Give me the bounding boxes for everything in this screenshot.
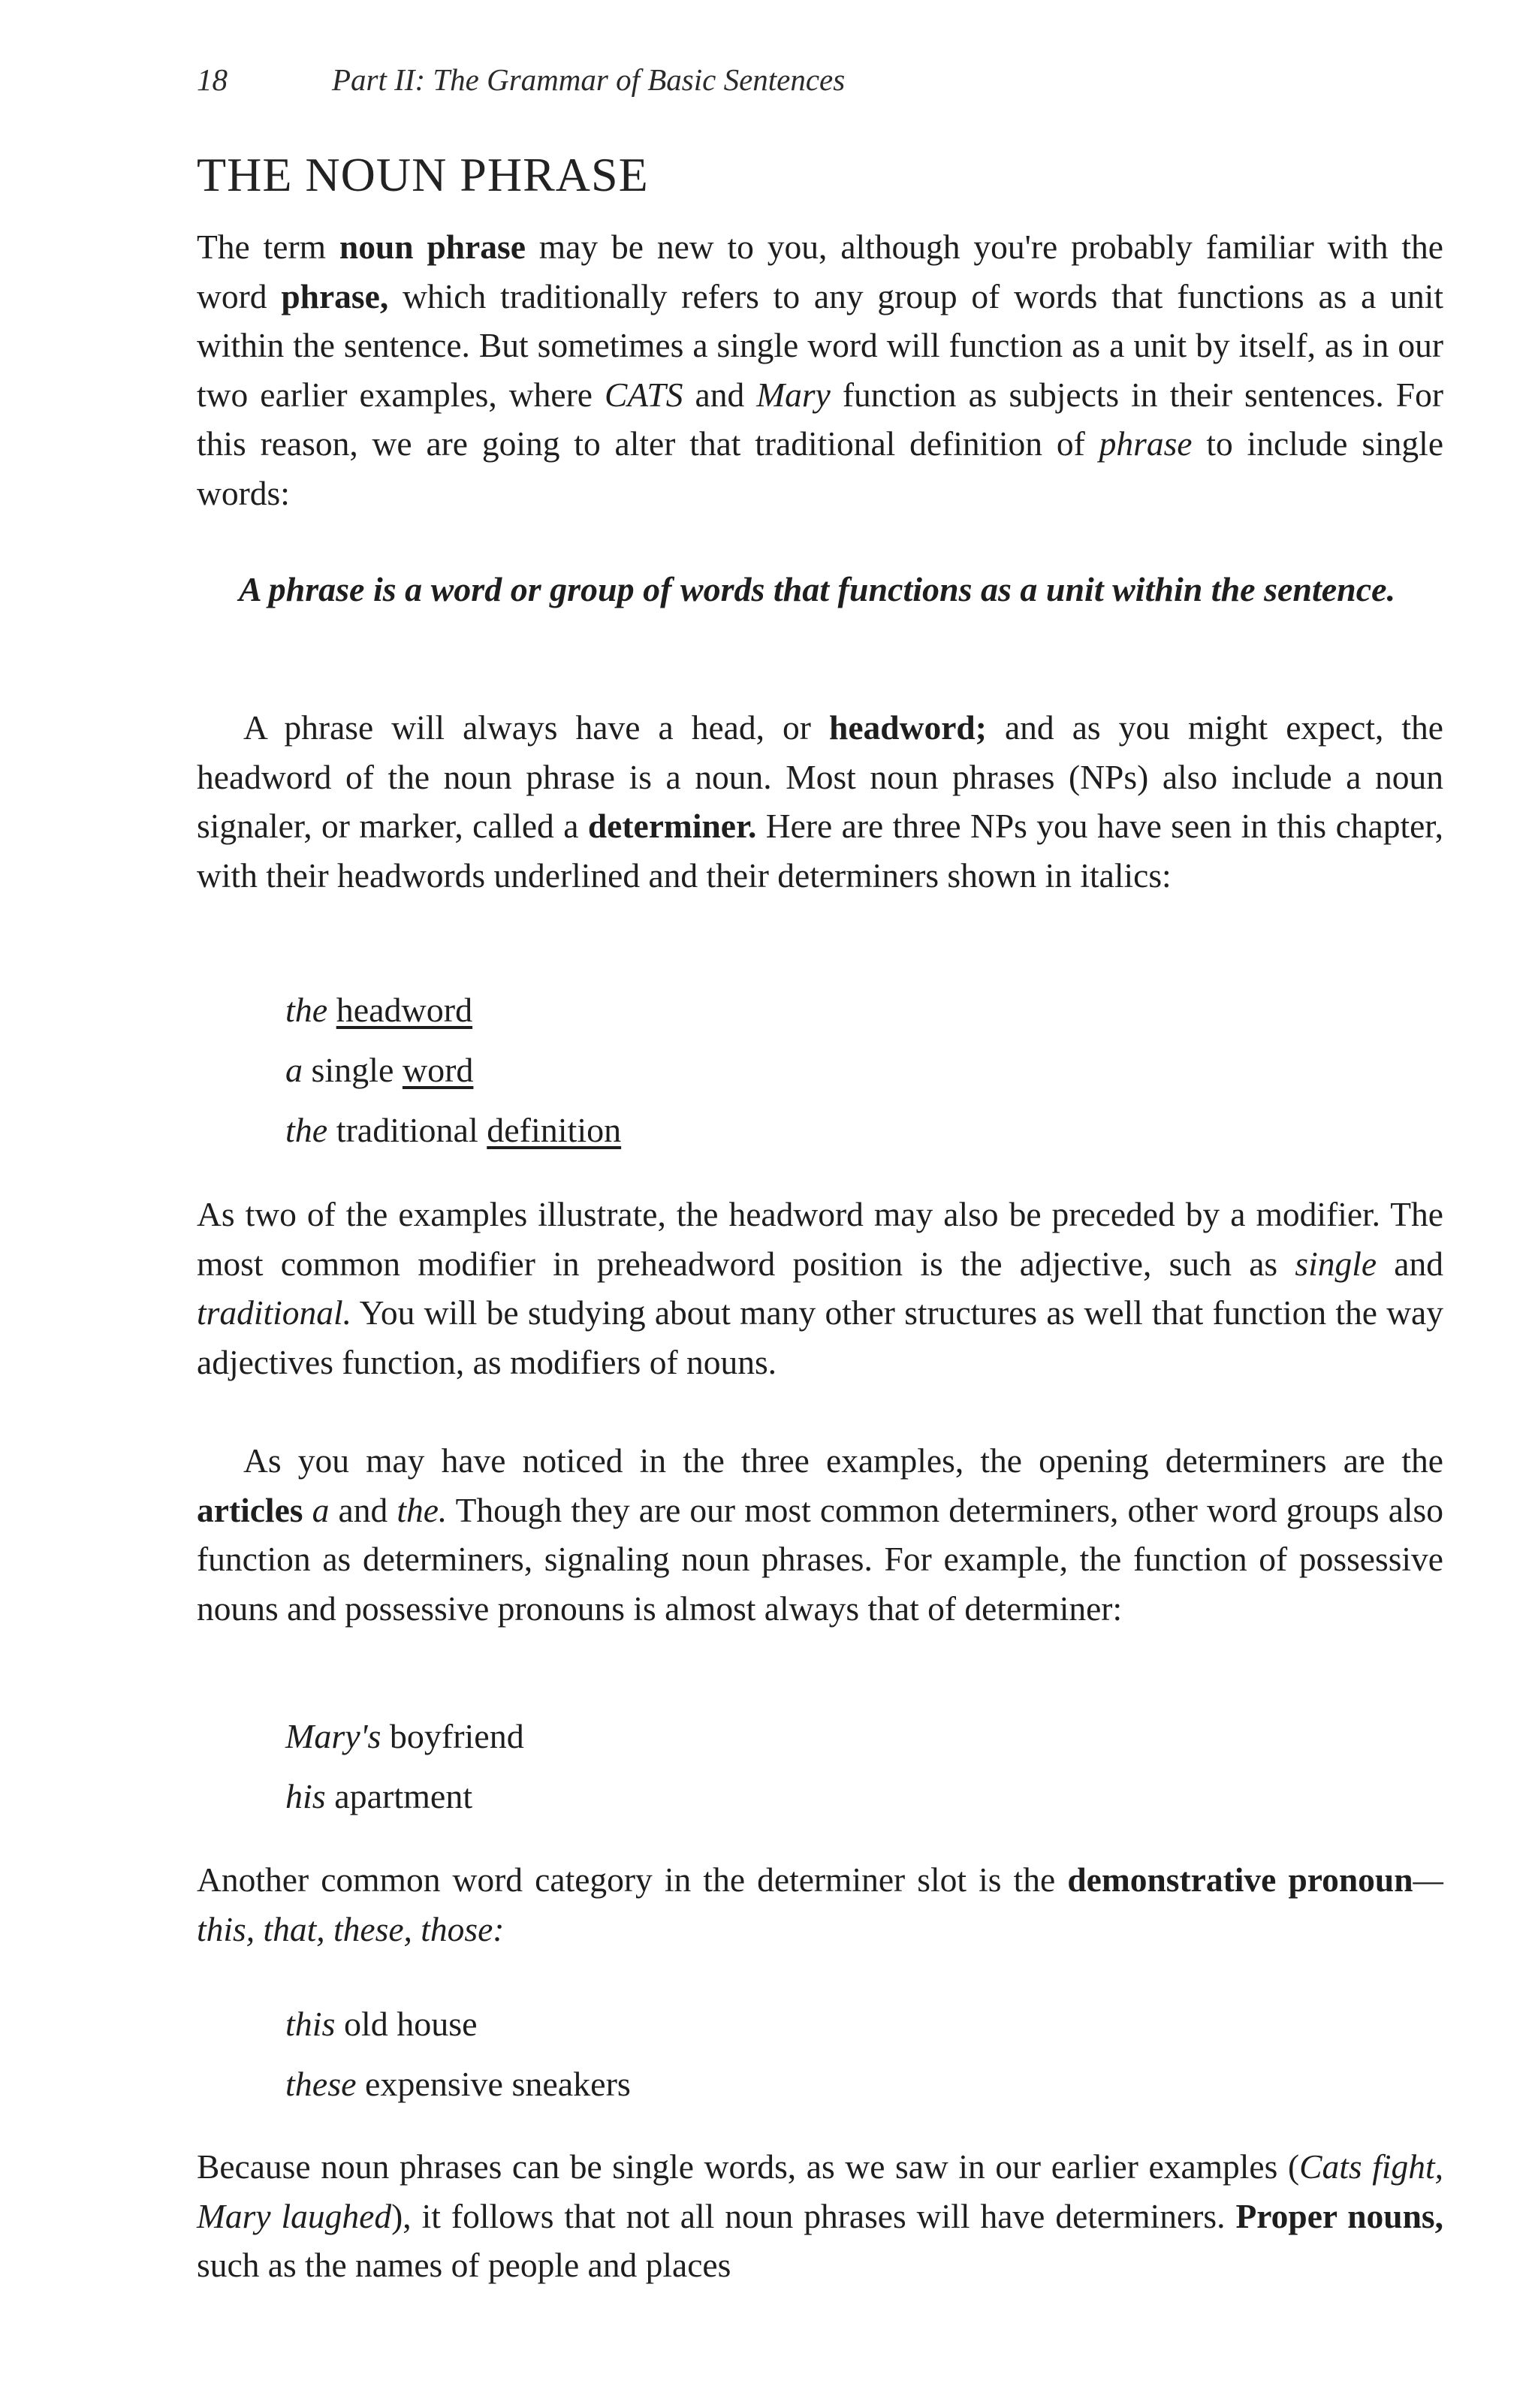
paragraph-modifiers — [197, 1190, 1443, 1387]
example-word-cats: CATS — [604, 375, 683, 414]
example-list-demonstratives — [285, 1994, 631, 2114]
term-headword: headword; — [829, 708, 987, 747]
text-run: You will be studying about many other structures as well that function the way adjectives function, as modifiers of nouns. — [197, 1293, 1443, 1381]
page-number: 18 — [197, 62, 228, 97]
text-run: As you may have noticed in the three examples, the opening determiners are the — [243, 1441, 1443, 1480]
example-determiner: the — [285, 991, 328, 1029]
paragraph-proper-nouns — [197, 2142, 1443, 2290]
example-noun: expensive sneakers — [356, 2065, 631, 2103]
example-item — [285, 1100, 621, 1160]
example-word-single: single — [1295, 1244, 1377, 1283]
example-determiner: his — [285, 1777, 326, 1815]
term-articles: articles — [197, 1490, 303, 1529]
text-run: and — [683, 375, 757, 414]
paragraph-articles — [197, 1436, 1443, 1633]
example-determiner: Mary's — [285, 1717, 381, 1755]
paragraph-noun-phrase-intro — [197, 222, 1443, 518]
term-noun-phrase: noun phrase — [339, 228, 526, 266]
running-header — [197, 62, 845, 98]
term-proper-nouns: Proper nouns, — [1235, 2196, 1443, 2235]
text-run: to include single words: — [197, 424, 1444, 512]
term-phrase: phrase, — [281, 276, 389, 315]
example-noun: old house — [335, 2005, 478, 2043]
example-item — [285, 1706, 524, 1767]
paragraph-headword — [197, 703, 1443, 900]
text-run: may be new to you, although you're probably familiar with the word — [197, 228, 1443, 315]
running-title: Part II: The Grammar of Basic Sentences — [332, 62, 846, 97]
text-run: and — [329, 1490, 397, 1529]
example-list-articles — [285, 980, 621, 1160]
text-run: Because noun phrases can be single words, as we saw in our earlier examples ( — [197, 2147, 1300, 2186]
example-word-phrase: phrase — [1099, 424, 1193, 463]
term-determiner: determiner. — [587, 807, 757, 845]
example-determiner: these — [285, 2065, 357, 2103]
example-determiner: the — [285, 1111, 328, 1149]
text-run: such as the names of people and places — [197, 2246, 731, 2284]
example-headword: definition — [487, 1111, 622, 1149]
section-title: THE NOUN PHRASE — [197, 148, 649, 201]
text-run: and as you might expect, the headword of the noun phrase is a noun. Most noun phrases (NPs) also include a noun signaler, or marker, called a — [197, 708, 1443, 845]
paragraph-demonstratives — [197, 1855, 1443, 1954]
example-modifier: single — [303, 1051, 403, 1089]
example-word-the: the. — [397, 1490, 448, 1529]
text-run: function as subjects in their sentences. For this reason, we are going to alter that traditional definition of — [197, 375, 1443, 463]
example-determiner: this — [285, 2005, 336, 2043]
example-item — [285, 980, 621, 1040]
text-run: Here are three NPs you have seen in this chapter, with their headwords underlined and their determiners shown in italics: — [197, 807, 1443, 895]
example-word-mary: Mary — [756, 375, 831, 414]
text-run: As two of the examples illustrate, the headword may also be preceded by a modifier. The most common modifier in preheadword position is the adjective, such as — [197, 1195, 1443, 1283]
example-noun: boyfriend — [381, 1717, 524, 1755]
example-item — [285, 1994, 631, 2054]
text-run: which traditionally refers to any group of words that functions as a unit within the sentence. But sometimes a single word will function as a unit by itself, as in our two earlier examples, where — [197, 276, 1443, 414]
example-headword: word — [402, 1051, 474, 1089]
text-run: Another common word category in the determiner slot is the — [197, 1860, 1068, 1899]
example-sentences: Cats fight, Mary laughed — [197, 2147, 1443, 2235]
text-run — [303, 1491, 312, 1529]
example-headword: headword — [336, 991, 473, 1029]
text-run: Though they are our most common determiners, other word groups also function as determiners, signaling noun phrases. For example, the function of possessive nouns and possessive pronouns is almost always that of determiner: — [197, 1490, 1444, 1628]
definition-phrase: A phrase is a word or group of words that functions as a unit within the sentence. — [239, 570, 1396, 608]
example-modifier — [327, 991, 336, 1029]
text-run: A phrase will always have a head, or — [243, 708, 830, 747]
demonstrative-list: —this, that, these, those: — [197, 1860, 1444, 1948]
example-word-a: a — [312, 1490, 330, 1529]
text-run: and — [1377, 1244, 1443, 1283]
example-item — [285, 2054, 631, 2114]
example-item — [285, 1040, 621, 1100]
example-noun: apartment — [325, 1777, 473, 1815]
term-demonstrative-pronoun: demonstrative pronoun — [1067, 1860, 1413, 1899]
example-list-possessives — [285, 1706, 524, 1827]
text-run: ), it follows that not all noun phrases will have determiners. — [391, 2196, 1236, 2235]
example-word-traditional: traditional. — [197, 1293, 352, 1332]
example-determiner: a — [285, 1051, 303, 1089]
example-item — [285, 1767, 524, 1827]
example-modifier: traditional — [327, 1111, 487, 1149]
text-run: The term — [197, 228, 339, 266]
